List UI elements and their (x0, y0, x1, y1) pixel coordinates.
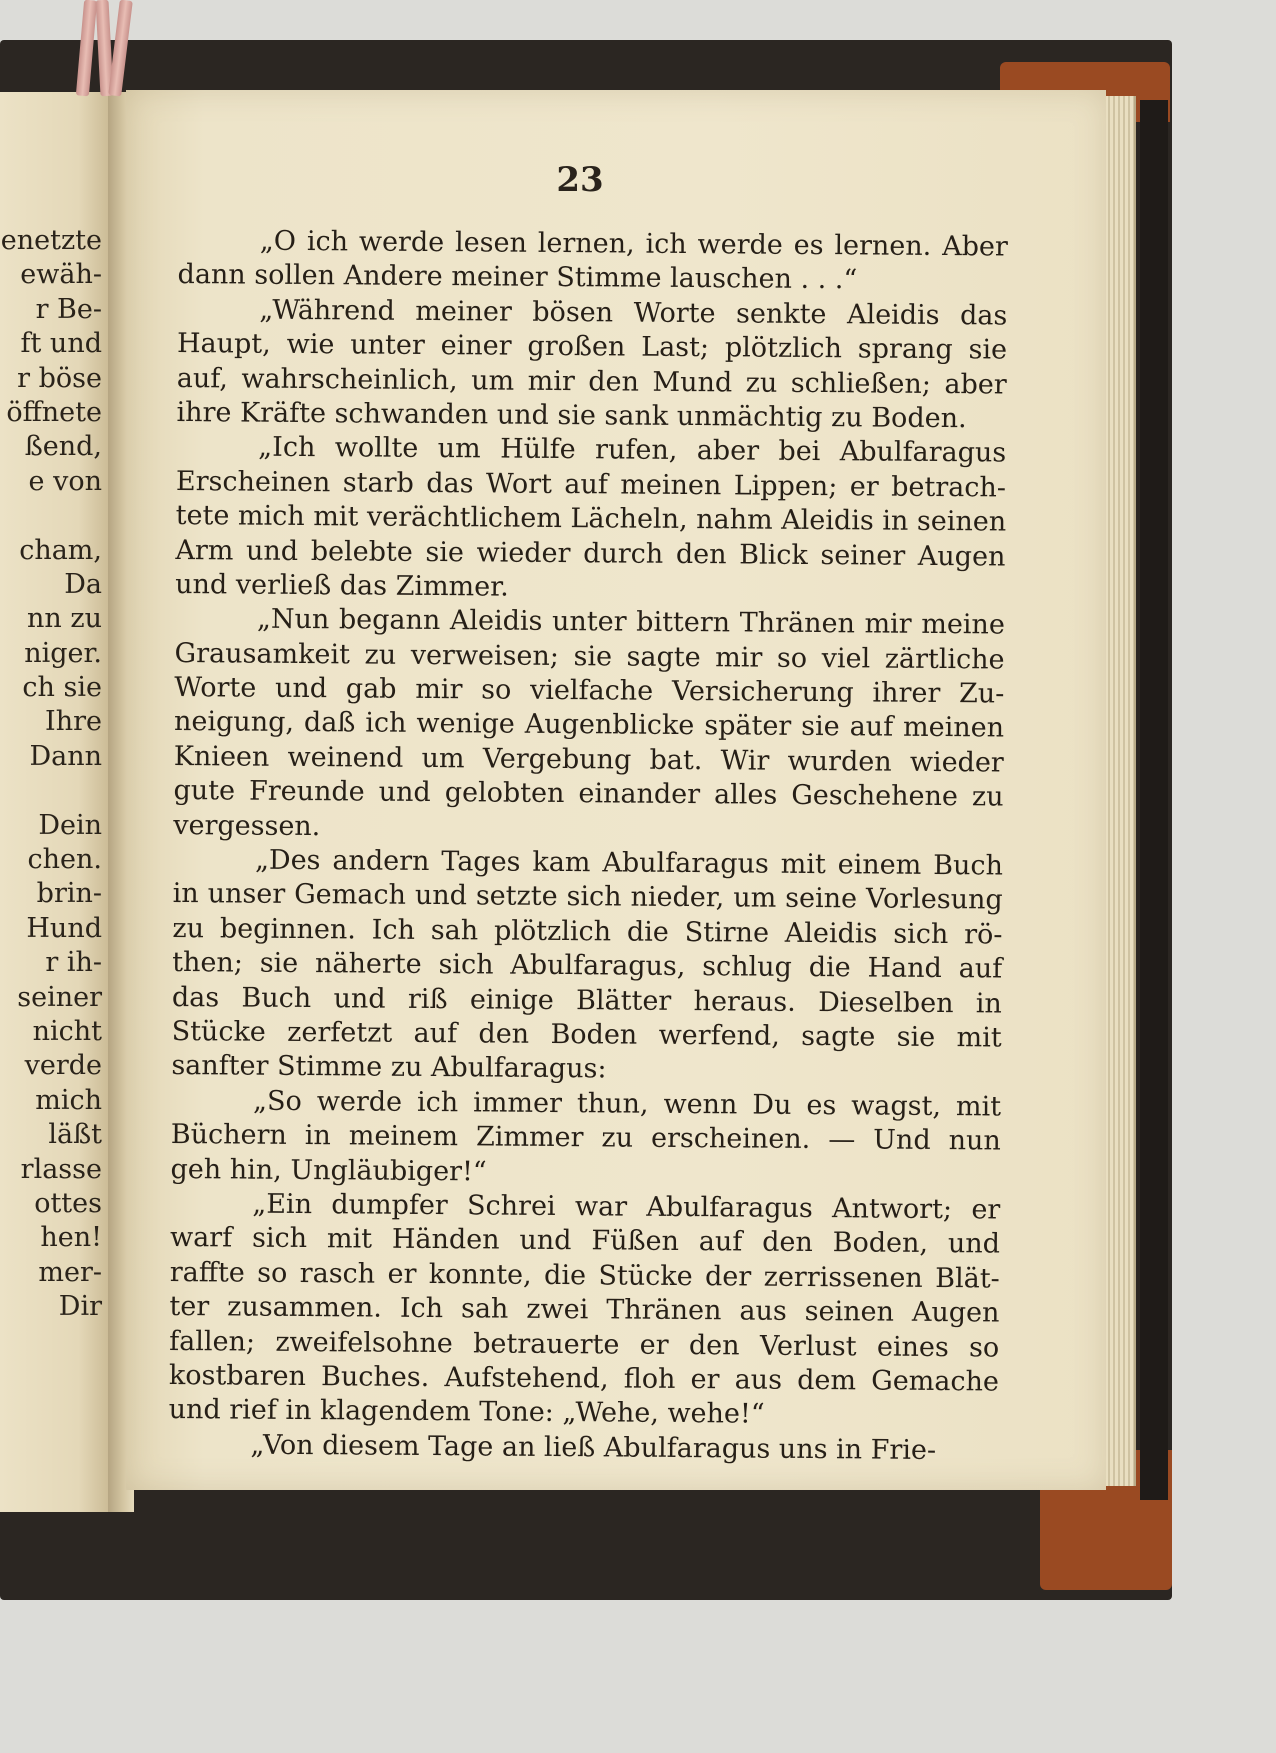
text-line: neigung, daß ich wenige Augenblicke später sie auf meinen (173, 706, 1005, 744)
text-line: „Nun begann Aleidis unter bittern Thränen mir meine (256, 603, 1005, 641)
text-line: und verließ das Zimmer. (175, 568, 509, 603)
text-line: fallen; zweifelsohne betrauerte er den Verlust eines so (169, 1325, 1000, 1363)
text-line: vergessen. (173, 809, 321, 842)
text-line: raffte so rasch er konnte, die Stücke der zerrissenen Blät- (169, 1256, 1000, 1295)
text-line: kostbaren Buches. Aufstehend, floh er aus dem Gemache (168, 1359, 1000, 1398)
text-line: ter zusammen. Ich sah zwei Thränen aus seinen Augen (169, 1291, 1000, 1329)
left-page-fragment: e von (28, 465, 102, 497)
left-page-fragment: r ih- (45, 947, 102, 979)
text-line: dann sollen Andere meiner Stimme lauschen . . .“ (177, 259, 858, 296)
left-page-fragment: ßend, (24, 431, 102, 463)
left-page-fragment: Hund (26, 912, 102, 944)
left-page-fragment: nicht (32, 1015, 102, 1047)
left-page-text-fragments (0, 224, 112, 1325)
bookmark-ribbon (78, 0, 134, 100)
text-line: und rief in klagendem Tone: „Wehe, wehe!“ (168, 1394, 765, 1430)
left-page-fragment: cham, (19, 534, 102, 566)
text-line: then; sie näherte sich Abulfaragus, schlug die Hand auf (172, 947, 1003, 985)
left-page-fragment: Dann (29, 740, 102, 772)
page-number: 23 (556, 160, 604, 200)
text-line: „O ich werde lesen lernen, ich werde es lernen. Aber (259, 225, 1008, 263)
text-line: „Ein dumpfer Schrei war Abulfaragus Antwort; er (252, 1188, 1001, 1226)
left-page-fragment: Dir (58, 1291, 102, 1323)
text-line: Stücke zerfetzt auf den Boden werfend, sagte sie mit (171, 1015, 1002, 1054)
left-page-fragment: mich (35, 1084, 102, 1116)
left-page-fragment: verde (24, 1050, 102, 1082)
left-page-fragment: enetzte (0, 225, 102, 256)
page-body-text (168, 224, 1008, 1469)
text-line: das Buch und riß einige Blätter heraus. Dieselben in (171, 981, 1003, 1020)
left-page-fragment: r böse (17, 362, 102, 394)
left-page-fragment: ft und (20, 328, 102, 360)
text-line: ihre Kräfte schwanden und sie sank unmächtig zu Boden. (176, 396, 967, 435)
left-page-fragment: chen. (27, 844, 102, 876)
left-page-fragment: ewäh- (20, 259, 102, 291)
left-page-fragment: mer- (38, 1256, 102, 1288)
left-page-fragment: nn zu (27, 603, 102, 635)
left-page-fragment: läßt (48, 1119, 102, 1151)
text-line: tete mich mit verächtlichem Lächeln, nahm Aleidis in seinen (175, 500, 1007, 538)
left-page-fragment: seiner (17, 981, 102, 1013)
text-line: gute Freunde und gelobten einander alles Geschehene zu (173, 775, 1004, 813)
left-page-fragment: hen! (40, 1222, 102, 1254)
left-page-fragment: r Be- (35, 293, 102, 325)
text-line: Haupt, wie unter einer großen Last; plötzlich sprang sie (176, 328, 1008, 366)
left-page-fragment: Dein (38, 809, 102, 841)
text-line: sanfter Stimme zu Abulfaragus: (171, 1050, 607, 1085)
text-line: zu beginnen. Ich sah plötzlich die Stirne Aleidis sich rö- (172, 912, 1003, 951)
text-line: „Ich wollte um Hülfe rufen, aber bei Abulfaragus (258, 431, 1007, 469)
text-line: Grausamkeit zu verweisen; sie sagte mir so viel zärtliche (174, 637, 1005, 676)
text-line: Worte und gab mir so vielfache Versicherung ihrer Zu- (174, 672, 1005, 710)
text-line: Knieen weinend um Vergebung bat. Wir wurden wieder (173, 740, 1004, 779)
left-page-fragment: rlasse (20, 1153, 102, 1185)
text-line: Arm und belebte sie wieder durch den Blick seiner Augen (175, 534, 1006, 573)
left-page-fragment: öffnete (6, 396, 102, 428)
text-line: geh hin, Ungläubiger!“ (170, 1153, 487, 1187)
text-line: „So werde ich immer thun, wenn Du es wagst, mit (252, 1085, 1002, 1123)
left-page-fragment: niger. (24, 637, 102, 669)
text-line: „Während meiner bösen Worte senkte Aleidis das (259, 294, 1008, 332)
left-page-fragment: Ihre (45, 706, 102, 738)
text-line: auf, wahrscheinlich, um mir den Mund zu schließen; aber (176, 362, 1007, 401)
text-line: in unser Gemach und setzte sich nieder, um seine Vorlesung (172, 878, 1003, 916)
left-page-fragment: Da (64, 568, 102, 600)
text-line: Büchern in meinem Zimmer zu erscheinen. — Und nun (170, 1119, 1001, 1157)
text-line: warf sich mit Händen und Füßen auf den Boden, und (169, 1222, 1001, 1260)
book-spine-edge (1140, 100, 1168, 1500)
text-line: Erscheinen starb das Wort auf meinen Lippen; er betrach- (175, 465, 1007, 504)
left-page-fragment: ch sie (22, 672, 102, 704)
text-line: „Von diesem Tage an ließ Abulfaragus uns in Frie- (250, 1429, 937, 1466)
left-page-fragment: ottes (34, 1187, 102, 1219)
text-line: „Des andern Tages kam Abulfaragus mit einem Buch (254, 844, 1004, 882)
left-page-fragment: brin- (36, 878, 102, 910)
